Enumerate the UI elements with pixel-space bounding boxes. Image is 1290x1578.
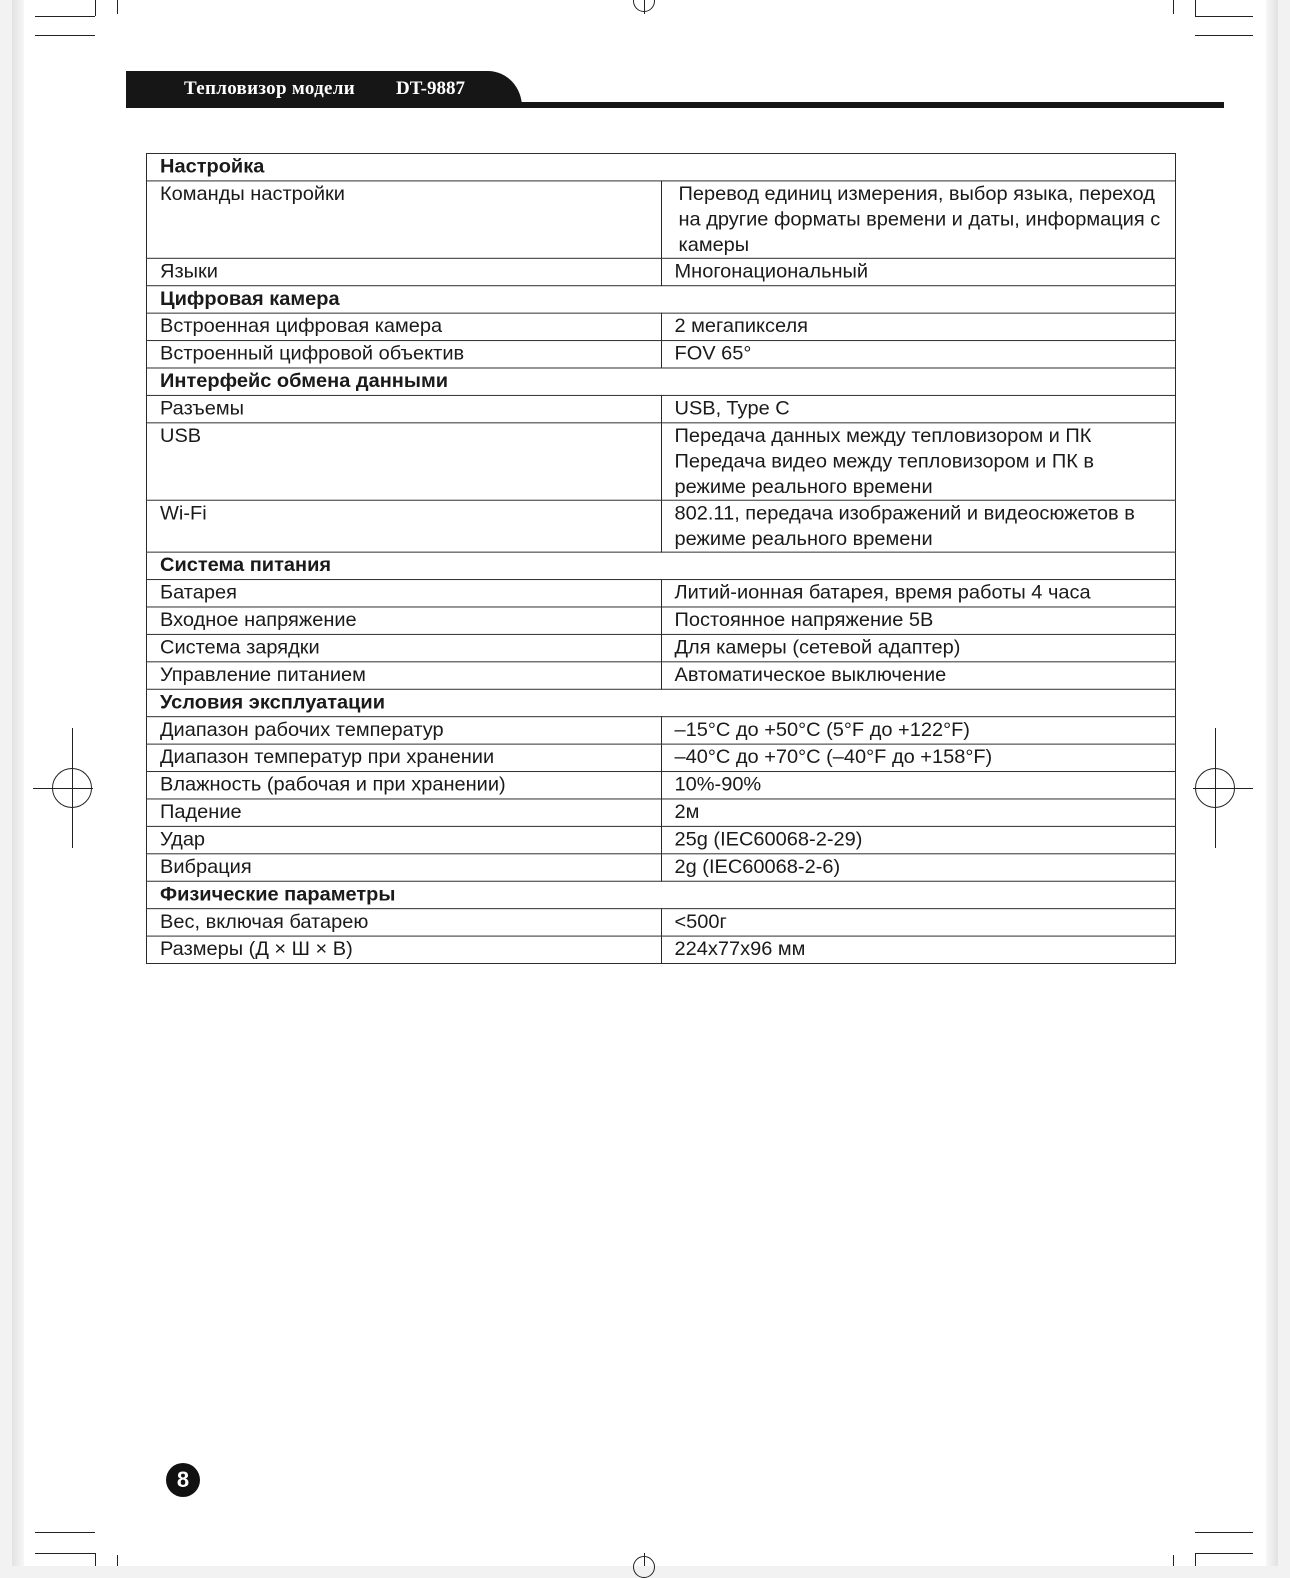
table-row — [147, 341, 1176, 368]
section-title: Физические параметры — [147, 881, 1176, 908]
crop-mark — [1195, 1553, 1196, 1566]
section-title: Настройка — [147, 153, 1176, 180]
table-row — [147, 909, 1176, 936]
spec-label: Входное напряжение — [147, 607, 662, 634]
spec-label: Команды настройки — [147, 181, 662, 258]
crop-mark — [117, 0, 118, 14]
header-title: Тепловизор модели — [184, 78, 355, 99]
spec-value: Многонациональный — [661, 258, 1176, 285]
table-row — [147, 772, 1176, 799]
crop-mark — [1195, 0, 1196, 16]
spec-label: Диапазон рабочих температур — [147, 717, 662, 744]
spec-value: Перевод единиц измерения, выбор языка, переход на другие форматы времени и даты, информация с камеры — [661, 181, 1176, 258]
table-row — [147, 662, 1176, 689]
spec-label: Батарея — [147, 580, 662, 607]
page-edge-left — [12, 0, 24, 1566]
crop-mark — [117, 1555, 118, 1566]
table-row — [147, 258, 1176, 285]
spec-label: USB — [147, 423, 662, 500]
spec-label: Удар — [147, 826, 662, 853]
crop-mark — [95, 1553, 96, 1566]
spec-label: Вес, включая батарею — [147, 909, 662, 936]
table-row — [147, 607, 1176, 634]
section-title: Интерфейс обмена данными — [147, 368, 1176, 395]
section-row — [147, 552, 1176, 579]
spec-value: USB, Type C — [661, 395, 1176, 422]
crop-mark — [35, 1553, 95, 1554]
spec-label: Управление питанием — [147, 662, 662, 689]
spec-table — [146, 153, 1176, 964]
spec-label: Встроенная цифровая камера — [147, 313, 662, 340]
table-row — [147, 181, 1176, 258]
page-number: 8 — [166, 1463, 200, 1497]
table-row — [147, 395, 1176, 422]
spec-value: 25g (IEC60068-2-29) — [661, 826, 1176, 853]
table-row — [147, 799, 1176, 826]
table-row — [147, 313, 1176, 340]
spec-value: –15°C до +50°C (5°F до +122°F) — [661, 717, 1176, 744]
spec-label: Встроенный цифровой объектив — [147, 341, 662, 368]
spec-label: Влажность (рабочая и при хранении) — [147, 772, 662, 799]
spec-label: Размеры (Д × Ш × В) — [147, 936, 662, 963]
crop-mark — [35, 16, 95, 17]
section-row — [147, 368, 1176, 395]
section-row — [147, 881, 1176, 908]
section-title: Цифровая камера — [147, 286, 1176, 313]
table-row — [147, 423, 1176, 500]
spec-label: Вибрация — [147, 854, 662, 881]
spec-value: 2м — [661, 799, 1176, 826]
spec-value: <500г — [661, 909, 1176, 936]
page-edge-right — [1266, 0, 1278, 1566]
table-row — [147, 854, 1176, 881]
crop-mark — [1195, 1553, 1253, 1554]
spec-label: Система зарядки — [147, 634, 662, 661]
spec-label: Разъемы — [147, 395, 662, 422]
header-rule — [126, 102, 1224, 108]
crop-mark — [1195, 1532, 1253, 1533]
crop-mark — [1195, 16, 1253, 17]
section-title: Условия эксплуатации — [147, 689, 1176, 716]
crop-mark — [1195, 35, 1253, 36]
section-row — [147, 153, 1176, 180]
registration-circle — [1195, 768, 1235, 808]
crop-mark — [1173, 1555, 1174, 1566]
crop-mark — [95, 0, 96, 16]
spec-label: Падение — [147, 799, 662, 826]
table-row — [147, 500, 1176, 552]
header-model: DT-9887 — [396, 78, 465, 99]
section-row — [147, 689, 1176, 716]
spec-value: FOV 65° — [661, 341, 1176, 368]
section-title: Система питания — [147, 552, 1176, 579]
table-row — [147, 826, 1176, 853]
crop-mark — [1173, 0, 1174, 14]
spec-value: 10%-90% — [661, 772, 1176, 799]
spec-value: Литий-ионная батарея, время работы 4 часа — [661, 580, 1176, 607]
table-row — [147, 717, 1176, 744]
registration-circle — [633, 1556, 655, 1578]
spec-value: Постоянное напряжение 5В — [661, 607, 1176, 634]
table-row — [147, 634, 1176, 661]
section-row — [147, 286, 1176, 313]
spec-value: 224х77х96 мм — [661, 936, 1176, 963]
spec-value: 802.11, передача изображений и видеосюжетов в режиме реального времени — [661, 500, 1176, 552]
spec-value: Для камеры (сетевой адаптер) — [661, 634, 1176, 661]
spec-value: –40°C до +70°C (–40°F до +158°F) — [661, 744, 1176, 771]
table-row — [147, 580, 1176, 607]
spec-value: 2g (IEC60068-2-6) — [661, 854, 1176, 881]
registration-circle — [52, 768, 92, 808]
spec-label: Wi-Fi — [147, 500, 662, 552]
table-row — [147, 936, 1176, 963]
spec-value: Передача данных между тепловизором и ПК Передача видео между тепловизором и ПК в режиме реального времени — [661, 423, 1176, 500]
crop-mark — [35, 35, 95, 36]
crop-mark — [35, 1532, 95, 1533]
table-row — [147, 744, 1176, 771]
spec-label: Диапазон температур при хранении — [147, 744, 662, 771]
spec-label: Языки — [147, 258, 662, 285]
spec-value: Автоматическое выключение — [661, 662, 1176, 689]
spec-value: 2 мегапикселя — [661, 313, 1176, 340]
